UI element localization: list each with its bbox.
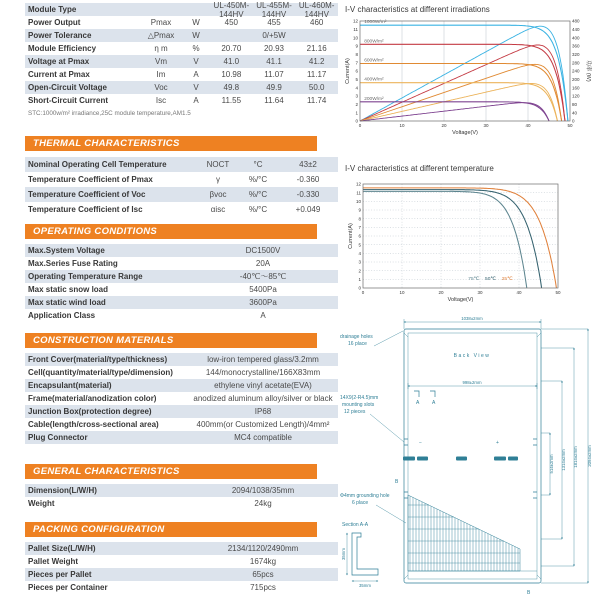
value-cell: 2134/1120/2490mm	[227, 544, 299, 553]
value-cell: 11.17	[306, 70, 327, 79]
operating-table	[25, 244, 338, 322]
iv-irradiance-chart	[344, 15, 600, 145]
value-cell: ethylene vinyl acetate(EVA)	[214, 381, 312, 390]
row-label: Plug Connector	[28, 433, 88, 442]
value-cell: -0.360	[296, 175, 320, 184]
svg-text:11: 11	[356, 190, 361, 196]
svg-text:4: 4	[358, 250, 361, 256]
value-cell: 11.74	[306, 96, 327, 105]
dim-2094-label: 2094±2mm	[587, 445, 592, 467]
section-aa-label: Section A-A	[342, 522, 369, 528]
svg-text:Voltage(V): Voltage(V)	[447, 297, 474, 303]
value-cell: 715pcs	[250, 583, 276, 592]
unit-cell: %/°C	[248, 190, 268, 199]
value-cell: 43±2	[299, 160, 317, 169]
dim-1814-label: 1814±2mm	[573, 446, 578, 468]
value-cell: 455	[267, 18, 281, 27]
value-cell: 41.0	[223, 57, 240, 66]
svg-text:Current(A): Current(A)	[348, 223, 354, 249]
svg-text:10: 10	[399, 123, 405, 128]
row-label: Temperature Coefficient of Isc	[28, 205, 143, 214]
section-header-construction: CONSTRUCTION MATERIALS	[25, 333, 317, 348]
svg-text:30: 30	[483, 123, 489, 128]
stc-footnote: STC:1000w/m² irradiance,25C module temperature,AM1.5	[28, 110, 191, 117]
svg-text:120: 120	[572, 93, 580, 99]
row-label: Junction Box(protection degree)	[28, 407, 152, 416]
row-label: Max static wind load	[28, 298, 106, 307]
value-cell: 11.07	[264, 70, 284, 79]
svg-text:40: 40	[525, 123, 531, 128]
grounding-label-1: Φ4mm grounding hole	[340, 493, 390, 499]
svg-text:400: 400	[572, 35, 580, 41]
value-cell: -0.330	[296, 190, 320, 199]
row-label: Max.Series Fuse Rating	[28, 259, 118, 268]
table-row	[25, 366, 338, 379]
value-cell: 41.2	[308, 57, 325, 66]
table-row	[25, 0, 338, 19]
value-cell: low-iron tempered glass/3.2mm	[207, 355, 319, 364]
svg-text:0: 0	[358, 123, 362, 128]
table-row	[25, 418, 338, 431]
svg-text:Voltage(V): Voltage(V)	[452, 130, 478, 136]
table-row	[25, 42, 338, 55]
unit-cell: A	[193, 96, 199, 105]
row-label: Current at Pmax	[28, 70, 90, 79]
value-cell: +0.049	[295, 205, 321, 214]
table-row	[25, 172, 338, 187]
table-row	[25, 309, 338, 322]
row-label: Pallet Size(L/W/H)	[28, 544, 96, 553]
svg-text:3: 3	[355, 93, 358, 99]
module-drawing	[340, 313, 600, 596]
section-header-general: GENERAL CHARACTERISTICS	[25, 464, 317, 479]
table-row	[25, 497, 338, 510]
value-cell: 65pcs	[252, 570, 274, 579]
svg-text:4: 4	[355, 85, 358, 91]
svg-text:Current(A): Current(A)	[345, 58, 351, 84]
table-row	[25, 484, 338, 497]
value-cell: 10.98	[221, 70, 242, 79]
table-row	[25, 55, 338, 68]
symbol-cell: Im	[156, 70, 166, 79]
unit-cell: %	[192, 44, 200, 53]
table-row	[25, 270, 338, 283]
unit-cell: %/°C	[248, 205, 268, 214]
value-cell: 20.93	[263, 44, 285, 53]
svg-text:10: 10	[355, 198, 361, 204]
table-row	[25, 81, 338, 94]
symbol-cell: Pmax	[150, 18, 172, 27]
row-label: Pallet Weight	[28, 557, 79, 566]
svg-text:200: 200	[572, 76, 580, 82]
row-label: Frame(material/anodization color)	[28, 394, 157, 403]
svg-text:240: 240	[572, 68, 580, 74]
svg-text:2: 2	[355, 101, 358, 107]
value-cell: anodized aluminum alloy/silver or black	[193, 394, 333, 403]
section-mark-a1: A	[416, 400, 420, 406]
symbol-cell: Voc	[154, 83, 168, 92]
svg-text:280: 280	[572, 60, 580, 66]
table-row	[25, 392, 338, 405]
svg-text:功率 (W): 功率 (W)	[585, 60, 591, 82]
row-label: Operating Temperature Range	[28, 272, 143, 281]
spec-table	[25, 0, 338, 107]
svg-text:50: 50	[555, 290, 561, 295]
drainage-label-2: 16 place	[348, 341, 367, 347]
table-row	[25, 283, 338, 296]
general-table	[25, 484, 338, 510]
dim-514-label: 514±2mm	[549, 454, 554, 474]
row-label: Open-Circuit Voltage	[28, 83, 107, 92]
svg-text:7: 7	[355, 60, 358, 66]
symbol-cell: NOCT	[206, 160, 230, 169]
value-cell: 144/monocrystalline/166X83mm	[205, 368, 321, 377]
unit-cell: °C	[253, 160, 263, 169]
row-label: Voltage at Pmax	[28, 57, 90, 66]
svg-text:7: 7	[358, 224, 361, 230]
svg-text:2: 2	[358, 268, 361, 274]
drainage-label-1: drainage holes	[340, 334, 373, 340]
symbol-cell: η m	[154, 44, 168, 53]
table-row	[25, 542, 338, 555]
value-cell: 0/+5W	[262, 31, 286, 40]
section-header-operating: OPERATING CONDITIONS	[25, 224, 317, 239]
value-cell: 450	[224, 18, 239, 27]
dim-inner-width-label: 998±2mm	[462, 380, 482, 385]
row-label: Front Cover(material/type/thickness)	[28, 355, 168, 364]
svg-text:75℃50℃25℃: 75℃ 50℃ 25℃	[468, 277, 513, 283]
section-mark-a2: A	[432, 400, 436, 406]
unit-cell: W	[192, 31, 200, 40]
svg-text:9: 9	[355, 43, 358, 49]
row-label: Cell(quantity/material/type/dimension)	[28, 368, 173, 377]
svg-text:40: 40	[572, 110, 578, 116]
svg-text:6: 6	[358, 233, 361, 239]
chart-title-temperature: I-V characteristics at different temperature	[345, 164, 494, 173]
svg-text:200W/m²: 200W/m²	[364, 96, 384, 102]
value-cell: 20.70	[221, 44, 242, 53]
value-cell: DC1500V	[245, 246, 281, 255]
svg-text:800W/m²: 800W/m²	[364, 39, 384, 45]
row-label: Max static snow load	[28, 285, 109, 294]
row-label: Temperature Coefficient of Pmax	[28, 175, 153, 184]
row-label: Cable(length/cross-sectional area)	[28, 420, 159, 429]
table-row	[25, 296, 338, 309]
svg-text:10: 10	[399, 290, 405, 295]
unit-cell: %/°C	[248, 175, 268, 184]
slots-label-1: 14X9(2-R4.5)mm	[340, 395, 379, 401]
table-row	[25, 16, 338, 29]
value-cell: 2094/1038/35mm	[231, 486, 295, 495]
symbol-cell: βvoc	[209, 190, 227, 199]
svg-text:10: 10	[352, 35, 358, 41]
junction-boxes	[403, 457, 518, 461]
svg-text:5: 5	[358, 242, 361, 248]
value-cell: 20A	[255, 259, 271, 268]
b-mark-bottom: B	[527, 590, 531, 596]
table-row	[25, 257, 338, 270]
svg-text:440: 440	[572, 26, 580, 32]
svg-text:3: 3	[358, 259, 361, 265]
svg-text:6: 6	[355, 68, 358, 74]
slots-label-3: 12 pieces	[344, 409, 366, 415]
svg-text:5: 5	[355, 76, 358, 82]
plus-sign: +	[496, 440, 499, 446]
back-view-label: Back View	[453, 353, 491, 359]
table-row	[25, 94, 338, 107]
svg-text:0: 0	[358, 285, 361, 291]
svg-text:80: 80	[572, 101, 578, 107]
svg-text:0: 0	[355, 118, 358, 124]
table-row	[25, 187, 338, 202]
value-cell: 460	[310, 18, 324, 27]
value-cell: 11.55	[221, 96, 242, 105]
row-label: Encapsulant(material)	[28, 381, 112, 390]
row-label: Power Output	[28, 18, 81, 27]
svg-text:40: 40	[516, 290, 522, 295]
table-row	[25, 244, 338, 257]
minus-sign: −	[419, 440, 422, 446]
svg-text:8: 8	[355, 51, 358, 57]
thermal-table	[25, 157, 338, 217]
value-cell: -40℃〜85℃	[239, 272, 287, 281]
packing-table	[25, 542, 338, 594]
column-header: Module Type	[28, 5, 77, 14]
unit-cell: V	[193, 83, 199, 92]
table-row	[25, 202, 338, 217]
svg-text:8: 8	[358, 216, 361, 222]
svg-text:320: 320	[572, 51, 580, 57]
svg-text:480: 480	[572, 18, 580, 24]
svg-text:1: 1	[355, 110, 358, 116]
row-label: Short-Circuit Current	[28, 96, 108, 105]
table-row	[25, 431, 338, 444]
svg-text:12: 12	[355, 181, 361, 187]
table-row	[25, 353, 338, 366]
table-row	[25, 405, 338, 418]
row-label: Dimension(L/W/H)	[28, 486, 97, 495]
svg-text:20: 20	[438, 290, 444, 295]
value-cell: 400mm(or Customized Length)/4mm²	[196, 420, 330, 429]
value-cell: 11.64	[264, 96, 284, 105]
row-label: Pieces per Container	[28, 583, 108, 592]
symbol-cell: Vm	[155, 57, 167, 66]
table-row	[25, 29, 338, 42]
svg-text:1: 1	[358, 276, 361, 282]
row-label: Pieces per Pallet	[28, 570, 92, 579]
value-cell: IP68	[254, 407, 272, 416]
value-cell: 49.9	[266, 83, 282, 92]
value-cell: 21.16	[306, 44, 327, 53]
value-cell: 50.0	[308, 83, 325, 92]
value-cell: MC4 compatible	[234, 433, 292, 442]
value-cell: 41.1	[266, 57, 282, 66]
unit-cell: W	[192, 18, 200, 27]
row-label: Power Tolerance	[28, 31, 92, 40]
row-label: Nominal Operating Cell Temperature	[28, 160, 167, 169]
table-row	[25, 568, 338, 581]
table-row	[25, 555, 338, 568]
row-label: Module Efficiency	[28, 44, 97, 53]
svg-text:360: 360	[572, 43, 580, 49]
iv-temperature-chart	[345, 176, 575, 311]
svg-text:0: 0	[572, 118, 575, 124]
svg-text:1000W/m²: 1000W/m²	[364, 20, 387, 26]
table-row	[25, 379, 338, 392]
section-height-label: 35mm	[341, 548, 346, 560]
svg-text:400W/m²: 400W/m²	[364, 77, 384, 83]
slots-label-2: mounting slots	[342, 402, 375, 408]
model-name: UL-460M-144HV	[298, 0, 335, 19]
row-label: Application Class	[28, 311, 96, 320]
b-mark-left: B	[395, 479, 399, 485]
svg-text:9: 9	[358, 207, 361, 213]
value-cell: 49.8	[223, 83, 240, 92]
svg-text:12: 12	[352, 18, 358, 24]
value-cell: 1674kg	[249, 557, 277, 566]
model-name: UL-455M-144HV	[256, 0, 292, 19]
svg-text:160: 160	[572, 85, 580, 91]
symbol-cell: αisc	[210, 205, 226, 214]
svg-text:0: 0	[361, 290, 365, 295]
value-cell: 3600Pa	[249, 298, 277, 307]
construction-table	[25, 353, 338, 444]
svg-text:20: 20	[441, 123, 447, 128]
value-cell: A	[260, 311, 266, 320]
symbol-cell: γ	[216, 175, 220, 184]
symbol-cell: Isc	[155, 96, 167, 105]
table-row	[25, 581, 338, 594]
section-header-thermal: THERMAL CHARACTERISTICS	[25, 136, 317, 151]
table-row	[25, 157, 338, 172]
hatched-area	[408, 495, 520, 571]
value-cell: 5400Pa	[249, 285, 277, 294]
unit-cell: V	[193, 57, 199, 66]
section-width-label: 35mm	[359, 583, 371, 588]
row-label: Max.System Voltage	[28, 246, 105, 255]
unit-cell: A	[193, 70, 199, 79]
value-cell: 24kg	[254, 499, 272, 508]
symbol-cell: △Pmax	[147, 31, 175, 40]
table-row	[25, 68, 338, 81]
grounding-label-2: 6 place	[352, 500, 369, 506]
svg-text:600W/m²: 600W/m²	[364, 58, 384, 64]
chart-title-irradiance: I-V characteristics at different irradiations	[345, 5, 490, 14]
svg-text:30: 30	[477, 290, 483, 295]
row-label: Temperature Coefficient of Voc	[28, 190, 146, 199]
dim-width-label: 1038±2mm	[461, 316, 483, 321]
svg-text:11: 11	[353, 26, 358, 32]
svg-text:50: 50	[567, 123, 573, 128]
section-header-packing: PACKING CONFIGURATION	[25, 522, 317, 537]
dim-1314-label: 1314±2mm	[561, 449, 566, 471]
model-name: UL-450M-144HV	[213, 0, 250, 19]
row-label: Weight	[28, 499, 55, 508]
